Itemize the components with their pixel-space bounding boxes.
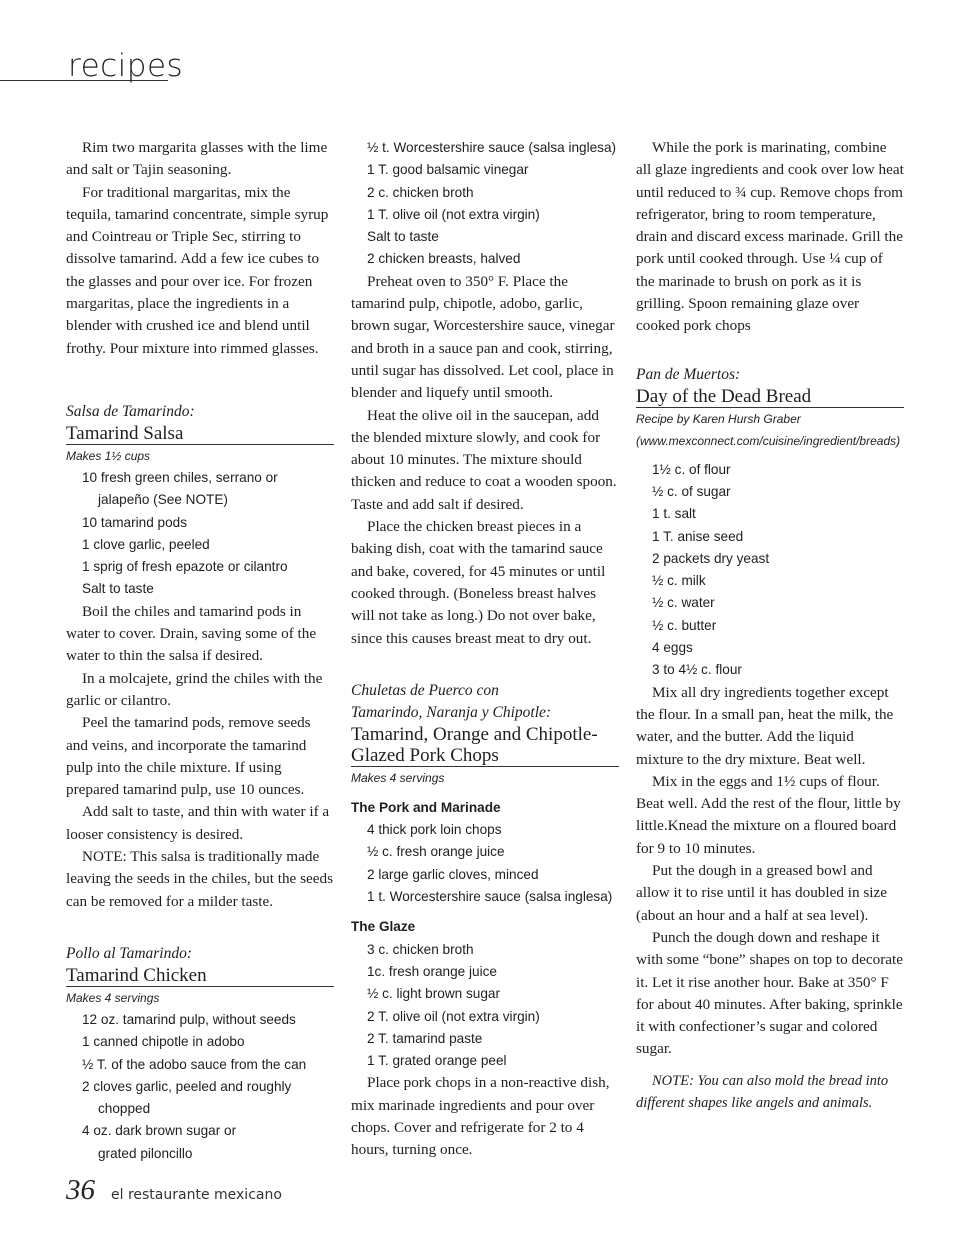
bread-credit: Recipe by Karen Hursh Graber — [636, 411, 801, 426]
ingredient: ½ c. milk — [652, 573, 706, 589]
ingredient: ½ c. fresh orange juice — [367, 844, 505, 860]
ingredient: 2 packets dry yeast — [652, 550, 770, 566]
salsa-step: In a molcajete, grind the chiles with the garlic or cilantro. — [66, 669, 323, 709]
ingredient: Salt to taste — [367, 229, 439, 245]
margarita-step-2: For traditional margaritas, mix the tequila, tamarind concentrate, simple syrup and Cointreau or Triple Sec, stirring to dissolve tamarind. Add a few ice cubes to the glasses and pour over ice. For frozen margaritas, place the ingredients in a blender with crushed ice and blend until frothy. Pour mixture into rimmed glasses. — [66, 183, 329, 357]
salsa-ingredients — [66, 467, 334, 601]
chicken-step: Heat the olive oil in the saucepan, add the blended mixture slowly, and cook for about 10 minutes. The mixture should thicken and reduce to coat a wooden spoon. Taste and add salt if desired. — [351, 406, 617, 513]
salsa-note: NOTE: This salsa is traditionally made leaving the seeds in the chiles, but the seeds can be removed for a milder taste. — [66, 848, 333, 910]
bread-step: Mix in the eggs and 1½ cups of flour. Beat well. Add the rest of the flour, little by little.Knead the mixture on a floured board for 9 to 10 minutes. — [636, 772, 901, 857]
ingredient: 2 chicken breasts, halved — [367, 251, 521, 267]
ingredient: 1 T. good balsamic vinegar — [367, 162, 529, 178]
pork-english-title: Tamarind, Orange and Chipotle- — [351, 723, 598, 745]
ingredient: 3 c. chicken broth — [367, 941, 474, 957]
header-rule — [0, 80, 168, 81]
ingredient: 2 T. tamarind paste — [367, 1030, 483, 1046]
pork-spanish-title: Chuletas de Puerco con — [351, 681, 499, 699]
ingredient: 3 to 4½ c. flour — [652, 662, 742, 678]
ingredient: ½ c. water — [652, 595, 715, 611]
ingredient: 1 canned chipotle in adobo — [82, 1034, 245, 1050]
ingredient: jalapeño (See NOTE) — [98, 492, 228, 508]
bread-step: Mix all dry ingredients together except the flour. In a small pan, heat the milk, the water, and the butter. Add the liquid mixture to the dry mixture. Beat well. — [636, 683, 894, 768]
bread-english-title: Day of the Dead Bread — [636, 386, 904, 408]
marinade-ingredients — [351, 819, 619, 908]
chicken-yield: Makes 4 servings — [66, 990, 160, 1005]
page-number: 36 — [66, 1174, 95, 1206]
bread-ingredients — [636, 459, 904, 682]
salsa-step: Boil the chiles and tamarind pods in water to cover. Drain, saving some of the water to thin the salsa if desired. — [66, 602, 317, 665]
margarita-step-1: Rim two margarita glasses with the lime and salt or Tajin seasoning. — [66, 139, 328, 179]
ingredient: ½ c. light brown sugar — [367, 986, 500, 1002]
ingredient: 2 cloves garlic, peeled and roughly — [82, 1078, 292, 1094]
ingredient: 2 T. olive oil (not extra virgin) — [367, 1008, 540, 1024]
chicken-step: Preheat oven to 350° F. Place the tamarind pulp, chipotle, adobo, garlic, brown sugar, Worcestershire sauce, vinegar and broth in a sauce pan and cook, stirring, until sugar has dissolved. Let cool, place in blender and liquefy until smooth. — [351, 272, 615, 402]
ingredient: 2 large garlic cloves, minced — [367, 866, 539, 882]
ingredient: 10 fresh green chiles, serrano or — [82, 469, 278, 485]
bread-spanish-title: Pan de Muertos: — [636, 365, 741, 383]
pork-yield: Makes 4 servings — [351, 770, 445, 785]
ingredient: 1 sprig of fresh epazote or cilantro — [82, 559, 288, 575]
glaze-ingredients — [351, 939, 619, 1073]
salsa-step: Add salt to taste, and thin with water if a looser consistency is desired. — [66, 803, 330, 843]
pork-english-title: Glazed Pork Chops — [351, 745, 619, 767]
ingredient: 4 thick pork loin chops — [367, 822, 502, 838]
ingredient: 1½ c. of flour — [652, 461, 731, 477]
chicken-english-title: Tamarind Chicken — [66, 965, 334, 987]
column-2 — [351, 137, 619, 1162]
chicken-ingredients — [66, 1009, 334, 1165]
ingredient: ½ t. Worcestershire sauce (salsa inglesa) — [367, 140, 617, 155]
ingredient: 4 eggs — [652, 640, 693, 656]
ingredient: 1 T. grated orange peel — [367, 1053, 507, 1069]
ingredient: 10 tamarind pods — [82, 514, 188, 530]
bread-step: Put the dough in a greased bowl and allow it to rise until it has doubled in size (about an hour and a half at sea level). — [636, 862, 887, 924]
ingredient: 1 T. anise seed — [652, 528, 744, 544]
ingredient: chopped — [98, 1101, 151, 1117]
section-title: recipes — [68, 48, 184, 84]
bread-note: NOTE: You can also mold the bread into different shapes like angels and animals. — [636, 1072, 889, 1111]
glaze-heading: The Glaze — [351, 919, 416, 935]
ingredient: 12 oz. tamarind pulp, without seeds — [82, 1011, 296, 1027]
ingredient: ½ T. of the adobo sauce from the can — [82, 1056, 307, 1072]
ingredient: 4 oz. dark brown sugar or — [82, 1123, 237, 1139]
ingredient: Salt to taste — [82, 581, 154, 597]
salsa-spanish-title: Salsa de Tamarindo: — [66, 402, 195, 420]
column-1 — [66, 137, 334, 1165]
bread-step: Punch the dough down and reshape it with some “bone” shapes on top to decorate it. Let it rise another hour. Bake at 350° F for about 40 minutes. After baking, sprinkle it with confectioner’s sugar and colored sugar. — [636, 928, 903, 1058]
ingredient: 1 T. olive oil (not extra virgin) — [367, 206, 540, 222]
ingredient: 1 clove garlic, peeled — [82, 536, 210, 552]
column-3 — [636, 137, 904, 1114]
ingredient: grated piloncillo — [98, 1145, 193, 1161]
publication-name: el restaurante mexicano — [111, 1187, 282, 1203]
salsa-yield: Makes 1½ cups — [66, 448, 151, 463]
ingredient: 1 t. salt — [652, 506, 696, 522]
ingredient: ½ c. of sugar — [652, 483, 731, 499]
ingredient: 2 c. chicken broth — [367, 184, 474, 200]
salsa-step: Peel the tamarind pods, remove seeds and veins, and incorporate the tamarind pulp into the chile mixture. If using prepared tamarind pulp, use 10 ounces. — [66, 714, 311, 799]
ingredient: 1c. fresh orange juice — [367, 963, 497, 979]
ingredient: ½ c. butter — [652, 617, 717, 633]
chicken-spanish-title: Pollo al Tamarindo: — [66, 944, 193, 962]
pork-step: Place pork chops in a non-reactive dish, mix marinade ingredients and pour over chops. Cover and refrigerate for 2 to 4 hours, turning once. — [351, 1074, 610, 1159]
marinade-heading: The Pork and Marinade — [351, 799, 501, 815]
salsa-english-title: Tamarind Salsa — [66, 423, 334, 445]
bread-source: (www.mexconnect.com/cuisine/ingredient/breads) — [636, 433, 901, 448]
ingredient: 1 t. Worcestershire sauce (salsa inglesa) — [367, 889, 613, 905]
chicken-ingredients-continued — [351, 137, 619, 271]
chicken-step: Place the chicken breast pieces in a baking dish, coat with the tamarind sauce and bake, covered, for 45 minutes or until cooked through. (Boneless breast halves will not take as long.) Do not over bake, since this causes breast meat to dry out. — [351, 518, 606, 647]
pork-step: While the pork is marinating, combine all glaze ingredients and cook over low heat until reduced to ¾ cup. Remove chops from refrigerator, bring to room temperature, drain and discard excess marinade. Grill the pork until cooked through. Use ¼ cup of the marinade to brush on pork as it is grilling. Spoon remaining glaze over cooked pork chops — [636, 139, 904, 335]
pork-spanish-title: Tamarindo, Naranja y Chipotle: — [351, 703, 552, 721]
